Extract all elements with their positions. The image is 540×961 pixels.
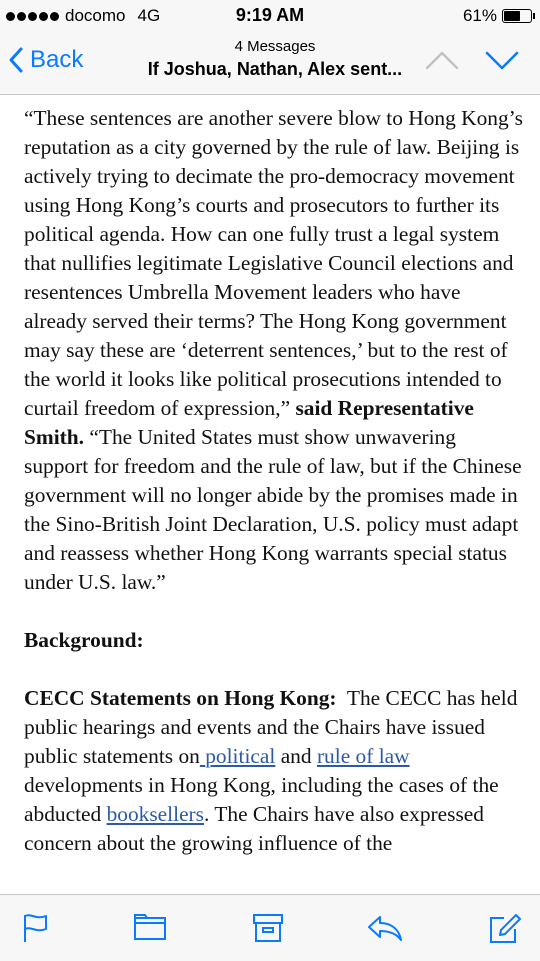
cecc-heading: CECC Statements on Hong Kong: — [24, 686, 337, 710]
reply-icon[interactable] — [366, 913, 404, 943]
political-link[interactable]: political — [205, 744, 276, 768]
next-message-icon[interactable] — [484, 48, 520, 72]
network-type: 4G — [137, 6, 161, 25]
status-bar — [0, 0, 540, 34]
status-right — [463, 6, 532, 26]
background-heading: Background: — [24, 628, 144, 652]
status-time: 9:19 AM — [235, 5, 305, 25]
chevron-left-icon — [8, 46, 24, 74]
message-count: 4 Messages — [234, 38, 316, 55]
folder-icon[interactable] — [133, 913, 167, 941]
carrier-name: docomo — [65, 6, 126, 25]
cecc-paragraph: CECC Statements on Hong Kong: The CECC has held public hearings and events and the Chairs have issued public statements on political and rule of law developments in Hong Kong, including the cases of the abducted booksellers. The Chairs have also expressed concern about the growing influence of the — [24, 686, 518, 855]
battery-icon — [502, 9, 532, 23]
quote-text-1: “These sentences are another severe blow to Hong Kong’s reputation as a city governed by the rule of law. Beijing is actively trying to decimate the pro-democracy movement using Hong Kong’s courts and prosecutors to further its political agenda. How can one fully trust a legal system that nullifies legitimate Legislative Council elections and resentences Umbrella Movement leaders who have already served their terms? The Hong Kong government may say these are ‘deterrent sentences,’ but to the rest of the world it looks like political prosecutions intended to curtail freedom of expression,” — [24, 106, 523, 420]
back-button[interactable] — [8, 42, 83, 78]
bottom-toolbar — [0, 894, 540, 961]
said-representative: said Representative Smith. — [24, 396, 474, 449]
email-body — [24, 104, 524, 894]
back-label: Back — [30, 46, 84, 73]
battery-percent: 61% — [462, 6, 497, 25]
rule-of-law-link[interactable]: rule of law — [316, 744, 410, 768]
archive-icon[interactable] — [252, 913, 284, 943]
quote-text-2: “The United States must show unwavering support for freedom and the rule of law, but if the Chinese government will no longer abide by the promises made in the Sino-British Joint Declaration, U.S. policy must adapt and reassess whether Hong Kong warrants special status under U.S. law.” — [24, 425, 522, 594]
quote-paragraph — [24, 104, 524, 597]
battery-fill — [504, 11, 520, 21]
message-subject: If Joshua, Nathan, Alex sent... — [147, 59, 403, 79]
compose-icon[interactable] — [488, 913, 522, 945]
nav-bar — [0, 34, 540, 95]
booksellers-link[interactable]: booksellers — [106, 802, 205, 826]
previous-message-icon[interactable] — [424, 48, 460, 72]
nav-title — [130, 38, 420, 80]
flag-icon[interactable] — [22, 913, 50, 943]
